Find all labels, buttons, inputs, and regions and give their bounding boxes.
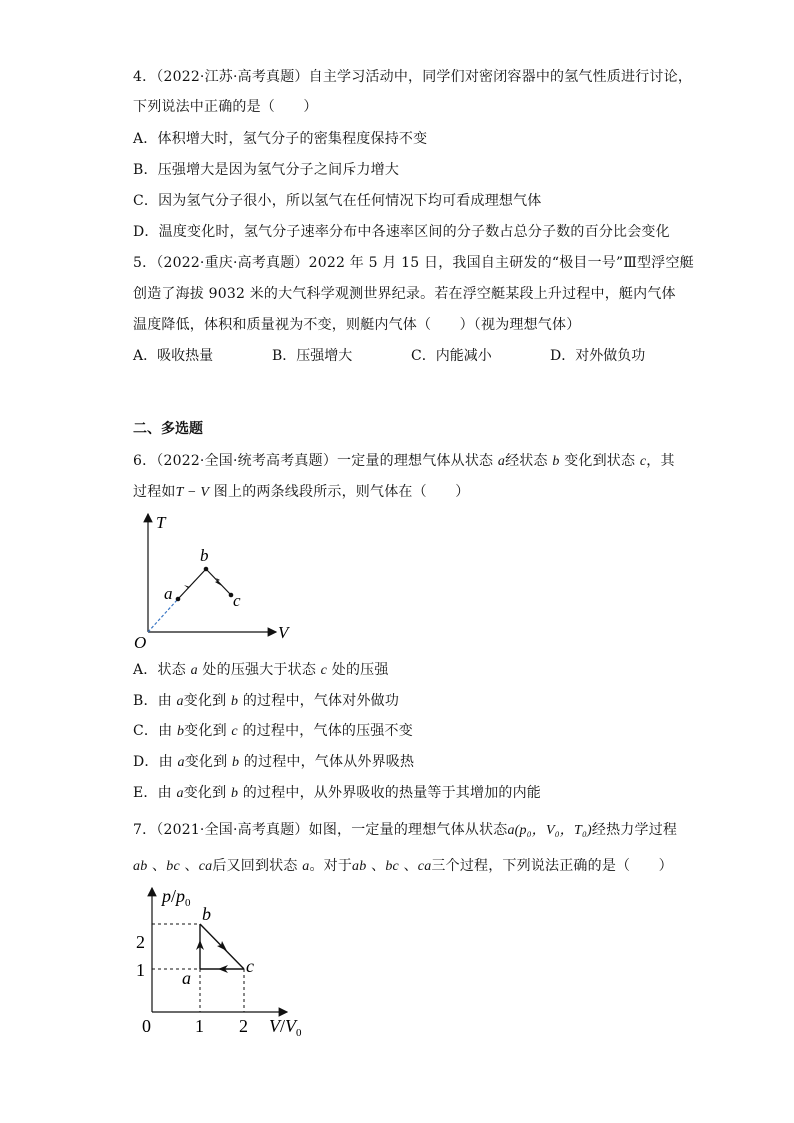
q6-option-sym: a: [190, 663, 198, 678]
q7-sym-bc: bc: [385, 859, 399, 874]
q7-stem-line1: [133, 820, 677, 841]
q6-sym-a: a: [497, 454, 506, 469]
q4-stem-line2: 下列说法中正确的是（ ）: [133, 99, 318, 115]
q7-stem-text: 、: [398, 858, 418, 874]
q5-stem-line3: 温度降低，体积和质量视为不变，则艇内气体（ ）（视为理想气体）: [133, 317, 581, 333]
q6-option-sym: c: [320, 663, 328, 678]
q7-axis-x-v: V: [269, 1016, 280, 1036]
q6-stem-line1: [133, 451, 675, 472]
q4-option-c: C．因为氢气分子很小，所以氢气在任何情况下均可看成理想气体: [133, 193, 542, 209]
q6-stem-text: 经状态: [505, 453, 553, 469]
q6-axis-v-label: V: [278, 623, 289, 642]
q6-dashed-line-to-origin: [148, 599, 178, 632]
q6-stem-text: 变化到状态: [559, 453, 640, 469]
q7-state-expression: a(p₀，V₀，T₀): [507, 823, 592, 838]
q6-option-b: [133, 691, 399, 712]
q7-axis-x-label: [269, 1016, 302, 1039]
q6-option-text: 的过程中，气体对外做功: [238, 693, 400, 709]
q7-stem-text: 经热力学过程: [591, 822, 678, 838]
q4-option-d: D．温度变化时，氢气分子速率分布中各速率区间的分子数占总分子数的百分比会变化: [133, 224, 670, 240]
q5-option-b: B．压强增大: [272, 348, 353, 364]
q6-origin-label: O: [134, 633, 147, 652]
q7-stem-text: 、: [179, 858, 199, 874]
q7-tick-y2: 2: [136, 932, 145, 952]
q6-label-c: c: [233, 591, 241, 610]
q6-option-text: 变化到: [184, 754, 232, 770]
q6-option-text: 的过程中，从外界吸收的热量等于其增加的内能: [238, 785, 541, 801]
q7-sym-ab: ab: [133, 859, 148, 874]
q7-tick-x2: 2: [239, 1016, 248, 1036]
q6-option-text: D．由: [133, 754, 178, 770]
q7-label-b: b: [202, 904, 211, 924]
q6-option-sym: a: [177, 755, 185, 770]
q6-option-text: 变化到: [183, 785, 231, 801]
q7-axis-y-p0: p: [176, 886, 186, 906]
section-title: 二、多选题: [133, 421, 203, 437]
q6-option-d: [133, 752, 414, 773]
q4-stem-line1: 4．（2022·江苏·高考真题）自主学习活动中，同学们对密闭容器中的氢气性质进行讨论，: [133, 69, 693, 85]
q7-tick-x0: 0: [142, 1016, 151, 1036]
q4-option-b: B．压强增大是因为氢气分子之间斥力增大: [133, 162, 400, 178]
q6-tv-diagram: [130, 508, 300, 653]
q7-sym-a: a: [302, 859, 310, 874]
q7-axis-y-slash: /: [171, 886, 177, 906]
q7-stem-text: 三个过程，下列说法正确的是（ ）: [431, 858, 673, 874]
q5-stem-line2: 创造了海拔 9032 米的大气科学观测世界纪录。若在浮空艇某段上升过程中，艇内气体: [133, 286, 676, 302]
q5-option-d: D．对外做负功: [550, 348, 646, 364]
q6-stem-text: 图上的两条线段所示，则气体在（ ）: [209, 484, 470, 500]
q5-option-c: C．内能减小: [411, 348, 492, 364]
q7-axis-y-label: [160, 886, 191, 909]
q7-tick-x1: 1: [195, 1016, 204, 1036]
q6-option-a: [133, 660, 389, 681]
q6-option-sym: b: [230, 786, 239, 801]
q6-stem-text: 过程如: [133, 484, 176, 500]
q6-option-text: 变化到: [183, 693, 231, 709]
q6-option-e: [133, 783, 541, 804]
q7-stem-line2: [133, 856, 673, 877]
q6-sym-b: b: [552, 454, 560, 469]
q7-stem-text: 。对于: [309, 858, 353, 874]
q7-sym-ca: ca: [198, 859, 213, 874]
q6-sym-tv: T − V: [175, 485, 210, 500]
q5-stem-line1: 5．（2022·重庆·高考真题）2022 年 5 月 15 日，我国自主研发的“极目一号”Ⅲ型浮空艇: [133, 255, 694, 271]
q7-label-c: c: [246, 956, 254, 976]
q7-sym-ab: ab: [352, 859, 367, 874]
q6-option-text: E．由: [133, 785, 177, 801]
q6-option-text: 处的压强: [327, 662, 389, 678]
q6-option-sym: b: [231, 755, 240, 770]
q6-option-text: C．由: [133, 723, 177, 739]
q7-axis-x-v0: V: [285, 1016, 297, 1036]
q6-option-sym: b: [176, 724, 185, 739]
q7-axis-y-sub: 0: [185, 897, 191, 909]
q6-label-b: b: [200, 546, 209, 565]
q6-arrow-ab: [184, 580, 195, 588]
q7-stem-text: 、: [366, 858, 386, 874]
q6-point-b: [204, 567, 209, 572]
q6-option-text: 变化到: [184, 723, 232, 739]
q6-option-text: 处的压强大于状态: [197, 662, 321, 678]
q7-axis-x-sub: 0: [296, 1027, 302, 1039]
q7-axis-x-slash: /: [280, 1016, 286, 1036]
q7-tick-y1: 1: [136, 960, 145, 980]
q6-option-sym: b: [231, 694, 239, 709]
q7-label-a: a: [182, 968, 191, 988]
q6-stem-text: 6．（2022·全国·统考高考真题）一定量的理想气体从状态: [133, 453, 498, 469]
q4-option-a: A．体积增大时，氢气分子的密集程度保持不变: [133, 131, 428, 147]
q6-option-text: 的过程中，气体从外界吸热: [239, 754, 415, 770]
q6-option-text: 的过程中，气体的压强不变: [237, 723, 413, 739]
q5-option-a: A．吸收热量: [133, 348, 214, 364]
q6-option-sym: a: [176, 786, 184, 801]
q6-label-a: a: [164, 584, 173, 603]
q7-sym-bc: bc: [166, 859, 180, 874]
q6-stem-line2: [133, 482, 469, 503]
q6-option-c: [133, 721, 413, 742]
q6-option-sym: c: [231, 724, 238, 739]
q6-stem-text: ，其: [646, 453, 675, 469]
q6-option-text: B．由: [133, 693, 177, 709]
q7-pv-diagram: [132, 882, 332, 1047]
q7-stem-text: 7．（2021·全国·高考真题）如图，一定量的理想气体从状态: [133, 822, 508, 838]
q6-option-text: A．状态: [133, 662, 191, 678]
q6-axis-t-label: T: [156, 513, 166, 532]
q6-option-sym: a: [176, 694, 184, 709]
q7-stem-text: 后又回到状态: [212, 858, 303, 874]
q6-sym-c: c: [639, 454, 647, 469]
q6-point-a: [176, 597, 181, 602]
q7-sym-ca: ca: [417, 859, 432, 874]
q7-stem-text: 、: [147, 858, 167, 874]
q7-axis-y-p: p: [162, 886, 171, 906]
